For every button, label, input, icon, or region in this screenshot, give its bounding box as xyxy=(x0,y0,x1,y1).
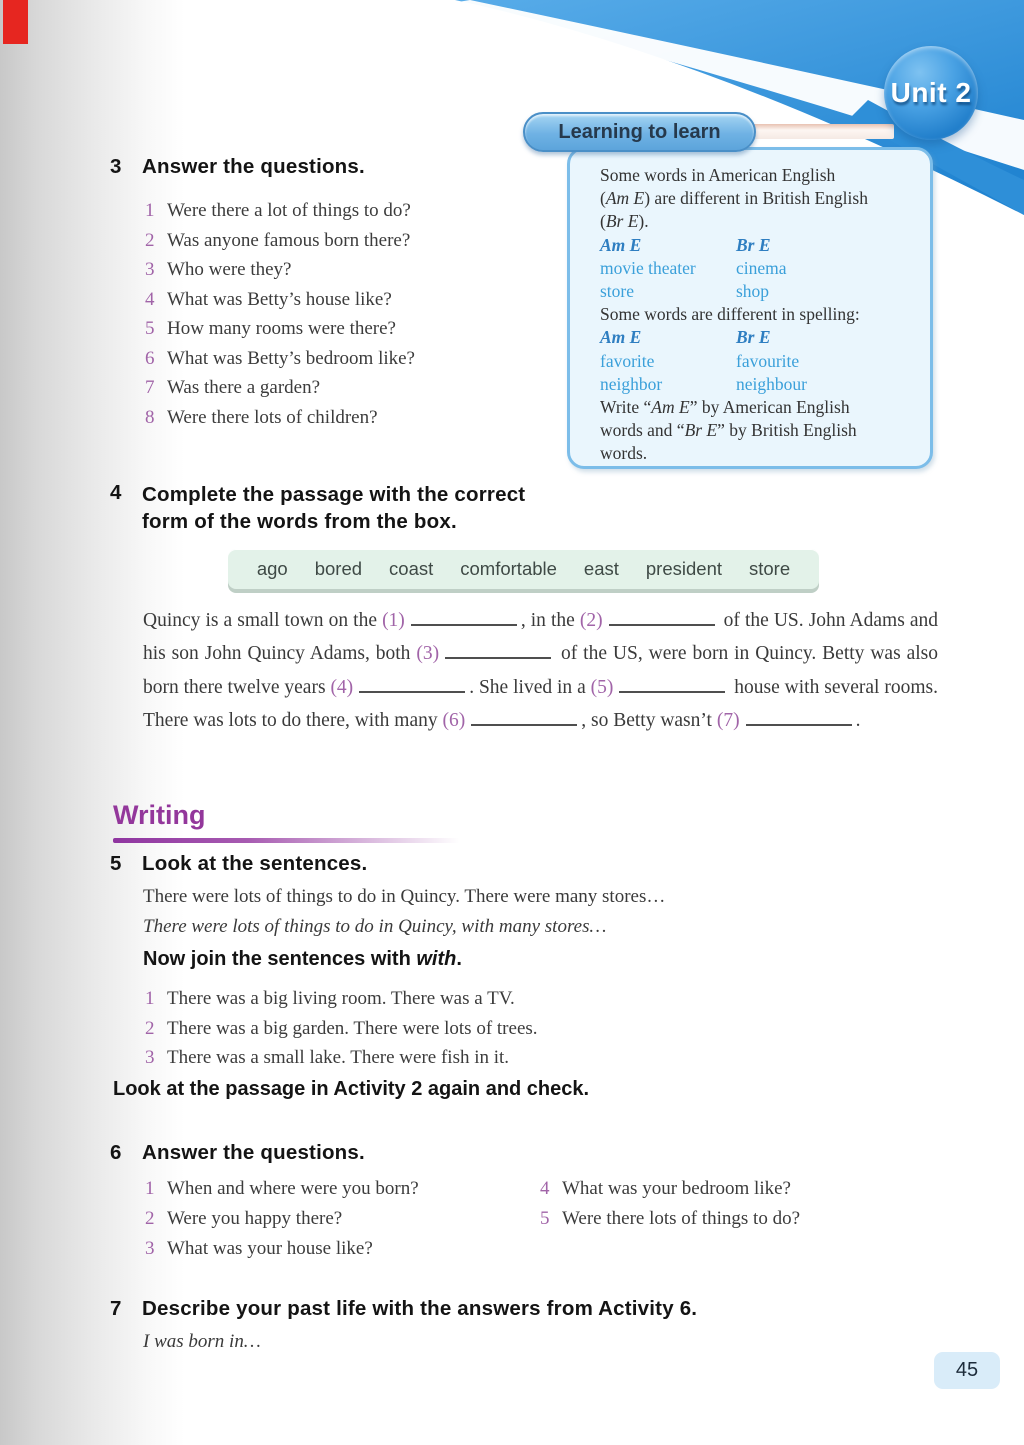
list-item-number: 2 xyxy=(145,1017,155,1039)
activity7-example: I was born in… xyxy=(143,1331,261,1352)
learn-outro-line xyxy=(600,419,916,442)
activity-title: Describe your past life with the answers from Activity 6. xyxy=(142,1297,698,1320)
list-item-number: 6 xyxy=(145,347,155,369)
passage-text: house with several rooms. There was lots to do there, with many xyxy=(143,676,938,732)
learn-spelling-note: Some words are different in spelling: xyxy=(600,304,860,325)
passage-text: of the US, were born in Quincy. Betty was also born there twelve years xyxy=(143,643,938,698)
text-fragment: ( xyxy=(600,188,606,209)
text-fragment: ( xyxy=(600,211,606,232)
american-word: movie theater xyxy=(600,257,696,278)
learn-intro-line: Some words in American English xyxy=(600,165,836,185)
list-item-text: When and where were you born? xyxy=(167,1178,419,1199)
list-item-number: 1 xyxy=(145,200,155,221)
list-item-text: There was a small lake. There were fish in it. xyxy=(167,1047,510,1068)
american-word: neighbor xyxy=(600,373,663,394)
activity-number: 6 xyxy=(110,1141,122,1164)
text-fragment-italic: Am E xyxy=(651,397,690,418)
writing-heading-underline xyxy=(113,838,498,843)
list-item xyxy=(145,1014,538,1044)
blank-number: (7) xyxy=(716,710,740,732)
word-box-item: bored xyxy=(314,558,363,579)
list-item-number: 7 xyxy=(145,377,155,398)
passage-text: , so Betty wasn’t xyxy=(581,710,717,732)
activity-title-line: form of the words from the box. xyxy=(142,510,457,533)
blank-number: (5) xyxy=(590,676,614,698)
learn-table-header xyxy=(600,326,916,349)
word-box-item: east xyxy=(583,558,619,579)
red-corner-mark xyxy=(3,0,28,44)
list-item-number: 3 xyxy=(145,1238,155,1259)
activity3-question-list xyxy=(145,196,415,432)
list-item xyxy=(145,314,415,344)
british-word: cinema xyxy=(736,257,787,278)
list-item-text: There was a big living room. There was a TV. xyxy=(167,988,515,1009)
text-fragment: Now join the sentences with xyxy=(143,948,417,970)
list-item-text: How many rooms were there? xyxy=(167,318,396,339)
text-fragment-italic: Am E xyxy=(605,188,645,209)
british-word: shop xyxy=(736,281,770,302)
list-item xyxy=(145,984,538,1014)
american-word: favorite xyxy=(600,350,655,371)
list-item-text: Was anyone famous born there? xyxy=(167,229,411,251)
tab-shelf-line xyxy=(742,124,894,139)
fill-in-blank-line xyxy=(746,721,852,726)
activity7-heading xyxy=(110,1297,697,1321)
learn-intro-line xyxy=(600,210,916,233)
list-item xyxy=(145,285,415,315)
list-item-number: 4 xyxy=(540,1178,550,1199)
word-pair-row xyxy=(600,373,916,396)
check-instruction: Look at the passage in Activity 2 again and check. xyxy=(113,1078,590,1100)
list-item xyxy=(145,226,415,256)
activity-number: 4 xyxy=(110,481,122,504)
example-sentence-joined: There were lots of things to do in Quincy, with many stores… xyxy=(143,916,607,937)
passage-text: of the US. John Adams and his son John Quincy Adams, both xyxy=(143,610,938,665)
list-item-text: What was your house like? xyxy=(167,1238,373,1259)
learn-outro-line xyxy=(600,396,916,419)
passage-text: Quincy is a small town on the xyxy=(143,610,383,631)
list-item-text: Were there lots of things to do? xyxy=(562,1208,801,1229)
activity6-heading xyxy=(110,1141,365,1165)
word-box-item: comfortable xyxy=(460,558,557,579)
word-box-item: president xyxy=(645,558,722,579)
list-item xyxy=(145,1204,419,1234)
text-fragment: Write “ xyxy=(600,397,652,418)
list-item-number: 5 xyxy=(145,318,155,339)
blank-number: (1) xyxy=(382,610,405,631)
list-item-number: 1 xyxy=(145,988,155,1009)
word-pair-row xyxy=(600,280,916,303)
column-header-bre: Br E xyxy=(736,327,771,348)
british-word: favourite xyxy=(736,350,800,371)
activity3-heading xyxy=(110,155,365,179)
list-item-text: What was Betty’s bedroom like? xyxy=(167,347,415,369)
list-item-number: 4 xyxy=(145,288,155,310)
list-item-number: 1 xyxy=(145,1178,155,1199)
blank-number: (2) xyxy=(579,610,603,631)
fill-in-blank-line xyxy=(445,654,551,659)
list-item-text: Was there a garden? xyxy=(167,377,321,398)
list-item-number: 3 xyxy=(145,1047,155,1068)
fill-in-blank-line xyxy=(359,688,465,693)
list-item xyxy=(145,255,415,285)
blank-number: (3) xyxy=(416,643,440,665)
word-box xyxy=(228,549,819,589)
list-item-number: 2 xyxy=(145,1208,155,1229)
activity-number: 5 xyxy=(110,852,122,875)
activity-title: Look at the sentences. xyxy=(142,852,368,875)
list-item-text: Were you happy there? xyxy=(167,1208,343,1229)
list-item xyxy=(145,344,415,374)
word-box-item: coast xyxy=(389,558,434,579)
learning-to-learn-box xyxy=(567,147,933,469)
activity4-heading xyxy=(110,481,525,535)
word-box-item: store xyxy=(749,558,791,579)
fill-in-blank-line xyxy=(471,721,577,726)
list-item-number: 3 xyxy=(145,259,155,280)
text-fragment: ). xyxy=(638,211,649,232)
join-instruction xyxy=(143,948,462,971)
text-fragment: ” by British English xyxy=(717,420,857,441)
activity-title: Answer the questions. xyxy=(142,1141,365,1164)
activity-title xyxy=(142,481,525,535)
column-header-ame: Am E xyxy=(600,327,642,348)
list-item xyxy=(145,373,415,403)
learning-to-learn-tab-label: Learning to learn xyxy=(558,120,721,143)
list-item xyxy=(145,1174,419,1204)
learning-to-learn-tab xyxy=(523,112,756,152)
text-fragment: words and “ xyxy=(600,420,685,441)
word-pair-row xyxy=(600,350,916,373)
activity4-passage xyxy=(143,604,938,738)
list-item xyxy=(540,1174,800,1204)
writing-section-heading: Writing xyxy=(113,800,206,830)
blank-number: (4) xyxy=(330,676,354,698)
american-word: store xyxy=(600,281,635,302)
text-fragment: ) are different in British English xyxy=(644,188,868,209)
unit-badge xyxy=(884,46,978,140)
activity-title-line: Complete the passage with the correct xyxy=(142,483,526,506)
list-item xyxy=(145,1234,419,1264)
blank-number: (6) xyxy=(442,710,466,732)
text-fragment: ” by American English xyxy=(689,397,850,418)
activity5-sentence-list xyxy=(145,984,538,1073)
text-fragment-italic: Br E xyxy=(684,420,718,441)
page-number-badge xyxy=(934,1352,1000,1389)
text-fragment-italic: Br E xyxy=(605,211,639,232)
fill-in-blank-line xyxy=(411,621,517,626)
list-item xyxy=(540,1204,800,1234)
column-header-ame: Am E xyxy=(600,234,642,255)
activity-number: 7 xyxy=(110,1297,122,1320)
list-item-text: Were there a lot of things to do? xyxy=(167,200,411,221)
column-header-bre: Br E xyxy=(736,234,771,255)
british-word: neighbour xyxy=(736,373,807,394)
page-number: 45 xyxy=(955,1359,979,1381)
learn-intro-line xyxy=(600,187,916,210)
list-item-text: Were there lots of children? xyxy=(167,406,378,428)
text-fragment-italic: with xyxy=(416,948,457,970)
list-item xyxy=(145,196,415,226)
passage-text: . She lived in a xyxy=(469,676,591,698)
list-item-text: What was your bedroom like? xyxy=(562,1178,791,1199)
passage-text: , in the xyxy=(520,610,580,631)
fill-in-blank-line xyxy=(619,688,725,693)
list-item-text: What was Betty’s house like? xyxy=(167,288,392,310)
list-item-number: 8 xyxy=(145,406,155,428)
list-item-number: 2 xyxy=(145,229,155,251)
activity5-heading xyxy=(110,852,367,876)
passage-text: . xyxy=(855,710,861,732)
activity6-question-list-right xyxy=(540,1174,800,1234)
learn-spelling-pairs xyxy=(600,350,916,396)
example-sentence-plain: There were lots of things to do in Quincy. There were many stores… xyxy=(143,886,666,907)
list-item-text: Who were they? xyxy=(167,259,292,280)
list-item-number: 5 xyxy=(540,1208,550,1229)
word-pair-row xyxy=(600,257,916,280)
learn-outro-line: words. xyxy=(600,443,648,464)
learn-table-header xyxy=(600,234,916,257)
word-box-item: ago xyxy=(256,558,288,579)
unit-badge-label: Unit 2 xyxy=(890,77,972,108)
text-fragment: . xyxy=(456,948,462,970)
learn-word-pairs xyxy=(600,257,916,303)
activity6-question-list-left xyxy=(145,1174,419,1264)
list-item xyxy=(145,1043,538,1073)
list-item xyxy=(145,403,415,433)
activity-title: Answer the questions. xyxy=(142,155,365,178)
list-item-text: There was a big garden. There were lots of trees. xyxy=(167,1017,538,1039)
fill-in-blank-line xyxy=(609,621,715,626)
activity-number: 3 xyxy=(110,155,122,178)
